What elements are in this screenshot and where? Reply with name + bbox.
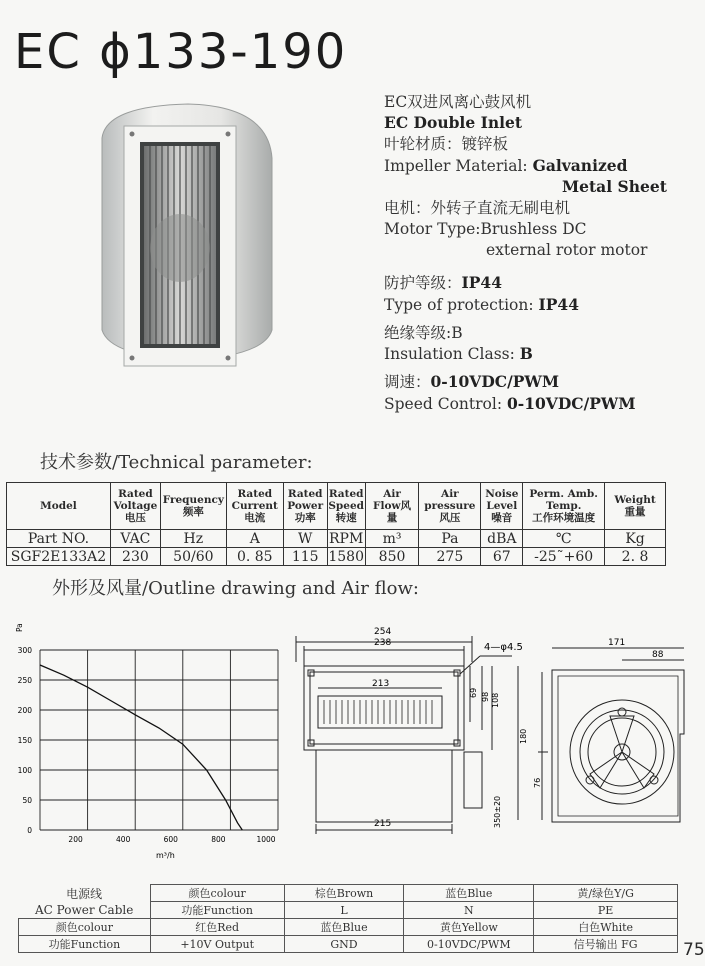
cell-temp: -25˜+60 <box>523 548 605 566</box>
th-voltage-l3: 电压 <box>124 512 146 524</box>
unit-cell: ℃ <box>523 530 605 548</box>
th-temp-l2: Temp. <box>545 500 582 512</box>
chart-y-label: Pa <box>15 623 24 632</box>
th-voltage-l1: Rated <box>118 488 153 500</box>
spec-speed-cn <box>384 372 559 392</box>
th-speed-l2: Speed <box>328 500 364 512</box>
chart-y-tick-label: 200 <box>17 706 32 715</box>
impeller-blades <box>144 146 216 344</box>
airflow-pressure-curve <box>40 665 242 830</box>
dim-108: 108 <box>491 692 500 708</box>
unit-cell: m³ <box>365 530 419 548</box>
table-row <box>19 936 678 953</box>
spec-speed-en <box>384 394 635 414</box>
spec-insulation-cn: 绝缘等级:B <box>384 324 463 342</box>
wire-cell: 蓝色Blue <box>284 919 404 936</box>
wire-cell: L <box>284 902 404 919</box>
th-power <box>283 483 327 530</box>
chart-x-tick-label: 400 <box>116 835 131 844</box>
cell-airflow: 850 <box>365 548 419 566</box>
page-title: EC ϕ133-190 <box>14 24 348 80</box>
dim-holes: 4—φ4.5 <box>484 642 523 653</box>
cell-frequency: 50/60 <box>160 548 226 566</box>
table-row <box>19 885 678 902</box>
technical-parameter-title: 技术参数/Technical parameter: <box>40 452 313 473</box>
spec-insulation-en-label: Insulation Class: <box>384 345 515 363</box>
dim-flange-width: 238 <box>374 638 392 648</box>
wire-cell: 红色Red <box>150 919 284 936</box>
chart-x-tick-label: 600 <box>163 835 178 844</box>
wire-cell: 棕色Brown <box>284 885 404 902</box>
unit-cell: Pa <box>419 530 481 548</box>
outline-drawing-title: 外形及风量/Outline drawing and Air flow: <box>52 578 419 599</box>
chart-x-tick-label: 800 <box>211 835 226 844</box>
th-temp-l1: Perm. Amb. <box>529 488 598 500</box>
th-pressure-l3: 风压 <box>439 512 461 524</box>
dim-base-width: 215 <box>374 819 392 829</box>
chart-y-ticks <box>18 646 33 835</box>
spec-speed-en-label: Speed Control: <box>384 395 503 413</box>
unit-cell: VAC <box>110 530 160 548</box>
unit-cell: W <box>283 530 327 548</box>
chart-x-tick-label: 1000 <box>256 835 276 844</box>
cell-power: 115 <box>283 548 327 566</box>
unit-cell: dBA <box>481 530 523 548</box>
spec-protection-en-label: Type of protection: <box>384 296 534 314</box>
spec-speed-cn-label: 调速： <box>384 373 431 391</box>
wire-cell: PE <box>534 902 678 919</box>
th-airflow-l1: Air <box>383 488 401 500</box>
chart-y-tick-label: 0 <box>27 826 32 835</box>
dim-cable: 350±20 <box>493 795 502 828</box>
th-temp <box>523 483 605 530</box>
chart-y-tick-label: 50 <box>22 796 32 805</box>
dim-180: 180 <box>519 728 528 744</box>
chart-x-ticks <box>68 835 275 844</box>
th-weight-l3: 重量 <box>624 506 646 518</box>
th-noise-l1: Noise <box>485 488 519 500</box>
spec-motor-cn: 电机：外转子直流无刷电机 <box>384 199 571 217</box>
th-frequency <box>160 483 226 530</box>
airflow-chart <box>8 620 298 870</box>
table-row <box>19 902 678 919</box>
cell-voltage: 230 <box>110 548 160 566</box>
table-row <box>19 919 678 936</box>
wire-cell: 信号输出 FG <box>534 936 678 953</box>
spec-protection-en <box>384 295 579 315</box>
th-airflow-l2: Flow风 <box>373 500 412 512</box>
wire-cell: 颜色colour <box>19 919 151 936</box>
spec-impeller-value: Galvanized <box>532 156 628 175</box>
spec-protection-cn-value: IP44 <box>461 273 502 292</box>
th-current-l1: Rated <box>237 488 273 500</box>
th-noise-l2: Level <box>486 500 518 512</box>
chart-y-tick-label: 100 <box>17 766 32 775</box>
outline-drawing <box>290 612 698 880</box>
spec-type-en: EC Double Inlet <box>384 113 523 132</box>
spec-motor-en: Motor Type:Brushless DC <box>384 220 587 238</box>
th-power-l2: Power <box>287 500 324 512</box>
wire-cell: GND <box>284 936 404 953</box>
fan-photo <box>88 98 280 380</box>
dim-98: 98 <box>481 691 490 702</box>
th-weight-l2: Weight <box>614 494 656 506</box>
spec-insulation-en <box>384 344 533 364</box>
wire-cell: 白色White <box>534 919 678 936</box>
chart-grid <box>40 650 278 830</box>
th-current-l3: 电流 <box>244 512 266 524</box>
th-model <box>7 483 111 530</box>
unit-cell: Part NO. <box>7 530 111 548</box>
wire-cell: N <box>404 902 534 919</box>
spec-impeller-value-2: Metal Sheet <box>562 177 667 196</box>
spec-impeller-label: Impeller Material: <box>384 157 528 175</box>
spec-motor-en-2: external rotor motor <box>486 241 648 259</box>
wire-cell: 蓝色Blue <box>404 885 534 902</box>
th-voltage <box>110 483 160 530</box>
th-temp-l3: 工作环境温度 <box>532 512 596 524</box>
th-speed-l3: 转速 <box>335 512 357 524</box>
cell-pressure: 275 <box>419 548 481 566</box>
unit-cell: RPM <box>329 530 364 547</box>
unit-cell: Hz <box>160 530 226 548</box>
chart-y-tick-label: 250 <box>17 676 32 685</box>
wire-cell: 功能Function <box>150 902 284 919</box>
th-frequency-l3: 频率 <box>182 506 204 518</box>
wire-cell: 颜色colour <box>150 885 284 902</box>
spec-insulation-en-value: B <box>519 344 533 363</box>
wire-power-title-cn: 电源线 <box>19 885 151 902</box>
dim-side-76: 76 <box>533 777 542 788</box>
front-view <box>296 636 518 834</box>
wire-power-title-en: AC Power Cable <box>19 902 151 919</box>
wire-table <box>18 884 678 953</box>
cell-weight: 2. 8 <box>605 548 666 566</box>
spec-protection-cn <box>384 273 502 293</box>
th-power-l3: 功率 <box>294 512 316 524</box>
chart-x-tick-label: 200 <box>68 835 83 844</box>
spec-type-cn: EC双进风离心鼓风机 <box>384 93 532 111</box>
spec-speed-en-value: 0-10VDC/PWM <box>507 394 636 413</box>
spec-speed-cn-value: 0-10VDC/PWM <box>430 372 559 391</box>
th-noise <box>481 483 523 530</box>
spec-impeller-cn: 叶轮材质：镀锌板 <box>384 135 509 153</box>
chart-x-label: m³/h <box>156 851 175 860</box>
th-noise-l3: 噪音 <box>491 512 513 524</box>
wire-cell: 黄/绿色Y/G <box>534 885 678 902</box>
cell-current: 0. 85 <box>226 548 283 566</box>
wire-cell: +10V Output <box>150 936 284 953</box>
dim-inner-width: 213 <box>372 679 390 689</box>
cell-part-no: SGF2E133A2 <box>7 548 111 566</box>
unit-cell: A <box>226 530 283 548</box>
table-units-row <box>7 530 666 548</box>
table-header-row <box>7 483 666 530</box>
page-number: 75 <box>683 940 705 960</box>
th-current-l2: Current <box>231 500 278 512</box>
th-airflow <box>365 483 419 530</box>
th-weight <box>605 483 666 530</box>
th-pressure-l2: pressure <box>424 500 476 512</box>
spec-protection-en-value: IP44 <box>538 295 580 314</box>
wire-cell: 功能Function <box>19 936 151 953</box>
th-frequency-l2: Frequency <box>162 494 224 506</box>
th-speed <box>327 483 365 530</box>
th-voltage-l2: Voltage <box>113 500 158 512</box>
dim-side-171: 171 <box>608 638 626 648</box>
chart-y-tick-label: 300 <box>17 646 32 655</box>
dim-side-88: 88 <box>652 650 664 660</box>
dim-69: 69 <box>469 687 478 698</box>
spec-protection-cn-label: 防护等级： <box>384 274 462 292</box>
cell-noise: 67 <box>481 548 523 566</box>
wire-cell: 0-10VDC/PWM <box>404 936 534 953</box>
table-row <box>7 548 666 566</box>
dim-overall-width: 254 <box>374 627 392 637</box>
unit-cell: Kg <box>605 530 666 548</box>
th-current <box>226 483 283 530</box>
th-pressure-l1: Air <box>441 488 459 500</box>
chart-y-tick-label: 150 <box>17 736 32 745</box>
th-model-l2: Model <box>40 500 77 512</box>
technical-parameter-table <box>6 482 666 566</box>
side-view <box>538 648 684 822</box>
wire-cell: 黄色Yellow <box>404 919 534 936</box>
th-speed-l1: Rated <box>328 488 364 500</box>
th-airflow-l3: 量 <box>386 512 398 524</box>
spec-impeller-en <box>384 156 627 176</box>
th-pressure <box>419 483 481 530</box>
cell-speed: 1580 <box>328 548 364 565</box>
th-power-l1: Rated <box>287 488 323 500</box>
